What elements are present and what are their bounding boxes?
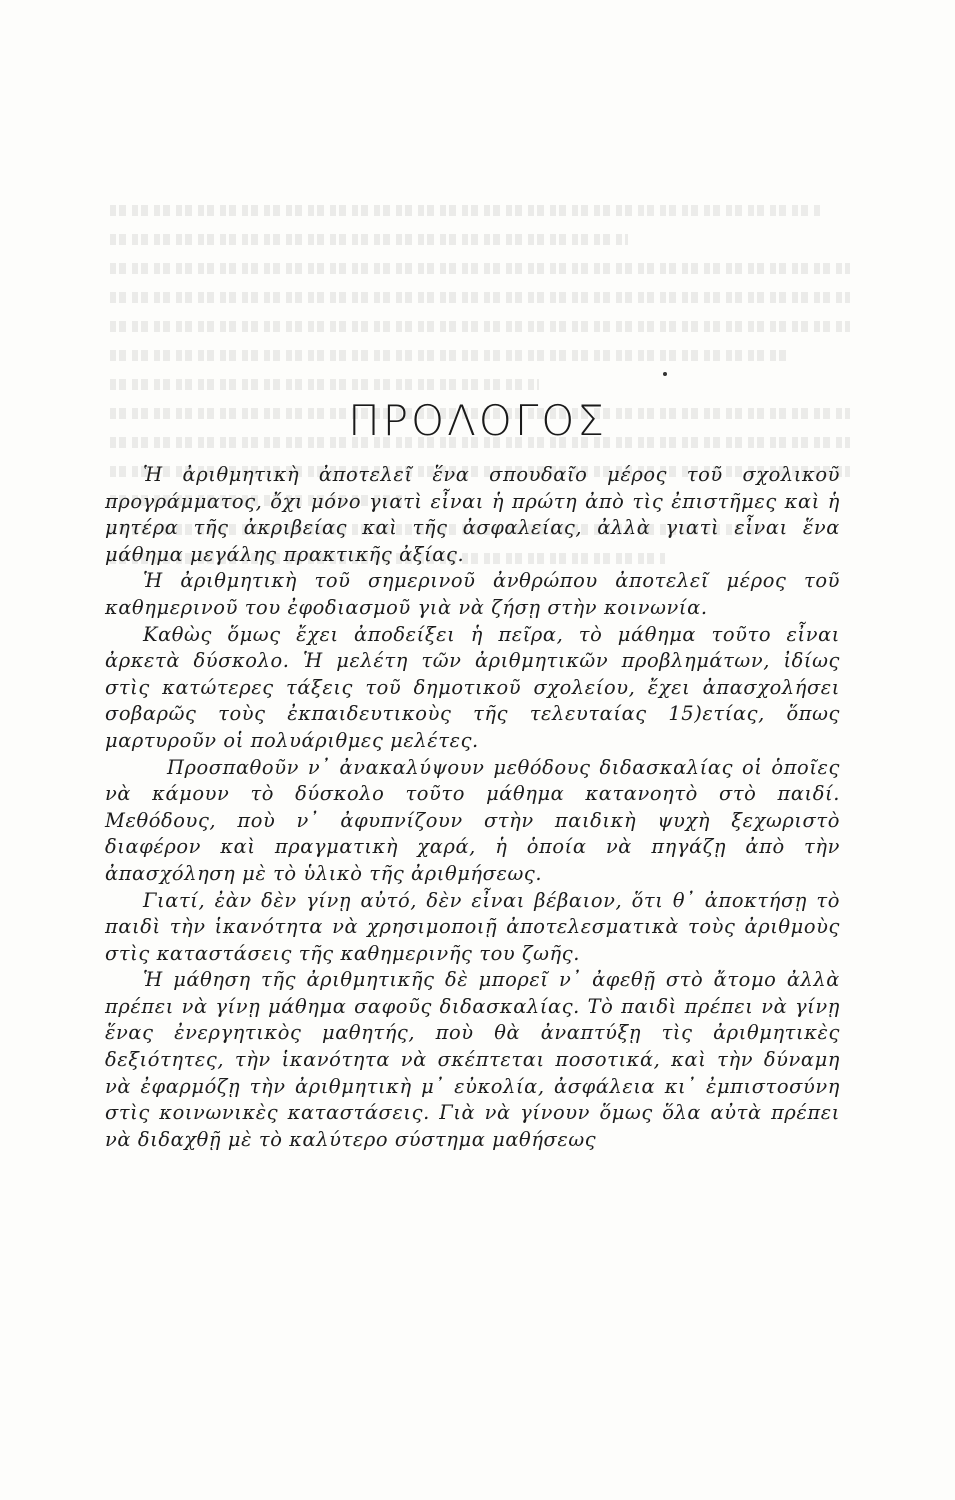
paragraph: Ἡ ἀριθμητικὴ ἀποτελεῖ ἕνα σπουδαῖο μέρος τοῦ σχολικοῦ προγράμματος, ὄχι μόνο γιατὶ εἶναι ἡ πρώτη ἀπὸ τὶς ἐπιστῆμες καὶ ἡ μητέρα τῆς ἀκριβείας καὶ τῆς ἀσφαλείας, ἀλλὰ γιατὶ εἶναι ἕνα μάθημα μεγάλης πρακτικῆς ἀξίας. <box>105 463 840 566</box>
paragraph: Γιατί, ἐὰν δὲν γίνῃ αὐτό, δὲν εἶναι βέβαιον, ὅτι θ᾿ ἀποκτήσῃ τὸ παιδὶ τὴν ἱκανότητα νὰ χρησιμοποιῇ ἀποτελεσματικὰ τοὺς ἀριθμοὺς στὶς καταστάσεις τῆς καθημερινῆς του ζωῆς. <box>105 888 840 965</box>
paragraph: Ἡ μάθηση τῆς ἀριθμητικῆς δὲ μπορεῖ ν᾿ ἀφεθῇ στὸ ἄτομο ἀλλὰ πρέπει νὰ γίνῃ μάθημα σαφοῦς διδασκαλίας. Τὸ παιδὶ πρέπει νὰ γίνῃ ἕνας ἐνεργητικὸς μαθητής, ποὺ θὰ ἀναπτύξῃ τὶς ἀριθμητικὲς δεξιότητες, τὴν ἱκανότητα νὰ σκέπτεται ποσοτικά, καὶ τὴν δύναμη νὰ ἐφαρμόζῃ τὴν ἀριθμητικὴ μ᾿ εὐκολία, ἀσφάλεια κι᾿ ἐμπιστοσύνη στὶς κοινωνικὲς καταστάσεις. Γιὰ νὰ γίνουν ὅμως ὅλα αὐτὰ πρέπει νὰ διδαχθῇ μὲ τὸ καλύτερο σύστημα μαθήσεως <box>105 968 840 1151</box>
page-title: ΠΡΟΛΟΓΟΣ <box>348 396 607 446</box>
paragraph: Ἡ ἀριθμητικὴ τοῦ σημερινοῦ ἀνθρώπου ἀποτελεῖ μέρος τοῦ καθημερινοῦ του ἐφοδιασμοῦ γιὰ νὰ ζήσῃ στὴν κοινωνία. <box>105 569 840 619</box>
title-dot <box>663 372 667 376</box>
paragraph: Καθὼς ὅμως ἔχει ἀποδείξει ἡ πεῖρα, τὸ μάθημα τοῦτο εἶναι ἀρκετὰ δύσκολο. Ἡ μελέτη τῶν ἀριθμητικῶν προβλημάτων, ἰδίως στὶς κατώτερες τάξεις τοῦ δημοτικοῦ σχολείου, ἔχει ἀπασχολήσει σοβαρῶς τοὺς ἐκπαιδευτικοὺς τῆς τελευταίας 15)ετίας, ὅπως μαρτυροῦν οἱ πολυάριθμες μελέτες. <box>105 622 840 752</box>
body-text <box>105 462 840 1153</box>
paragraph: Προσπαθοῦν ν᾿ ἀνακαλύψουν μεθόδους διδασκαλίας οἱ ὁποῖες νὰ κάμουν τὸ δύσκολο τοῦτο μάθημα κατανοητὸ στὸ παιδί. Μεθόδους, ποὺ ν᾿ ἀφυπνίζουν στὴν παιδικὴ ψυχὴ ξεχωριστὸ διαφέρον καὶ πραγματικὴ χαρά, ἡ ὁποία νὰ πηγάζῃ ἀπὸ τὴν ἀπασχόληση μὲ τὸ ὑλικὸ τῆς ἀριθμήσεως. <box>105 755 840 885</box>
